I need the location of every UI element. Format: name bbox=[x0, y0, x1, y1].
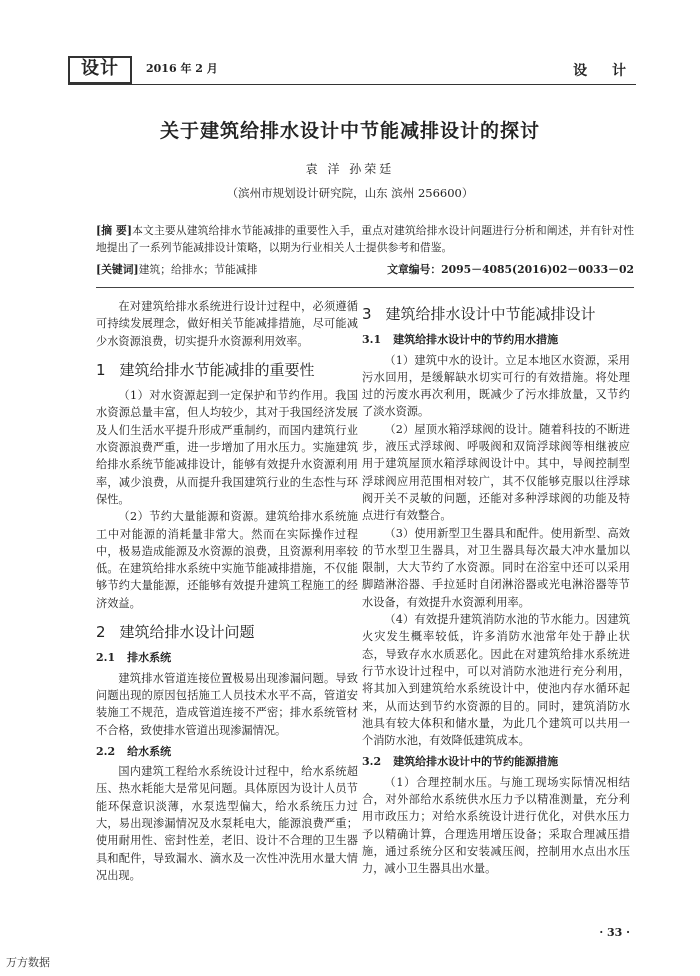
authors: 袁 洋 孙荣廷 bbox=[305, 162, 395, 176]
section-category: 设 计 bbox=[573, 63, 636, 79]
section-3-heading: 3 建筑给排水设计中节能减排设计 bbox=[362, 305, 596, 323]
paper-title: 关于建筑给排水设计中节能减排设计的探讨 bbox=[159, 120, 540, 142]
paragraph: （2）节约大量能源和资源。建筑给排水系统施工中对能源的消耗量非常大。然而在实际操作过程中，极易造成能源及水资源的浪费，且资源利用率较低。在建筑给排水系统中实施节能减排措施，不仅能够节约大量能源，还能够有效提升建筑工程施工的经济效益。 bbox=[96, 510, 358, 610]
header-rule bbox=[68, 84, 636, 85]
affiliation: （滨州市规划设计研究院，山东 滨州 256600） bbox=[226, 186, 474, 200]
source-watermark: 万方数据 bbox=[6, 956, 50, 969]
section-2-2-heading: 2.2 给水系统 bbox=[96, 744, 172, 758]
intro-paragraph: 在对建筑给排水系统进行设计过程中，必须遵循可持续发展理念，做好相关节能减排措施，尽可能减少水资源浪费，切实提升水资源利用效率。 bbox=[96, 300, 358, 348]
paragraph: （1）对水资源起到一定保护和节约作用。我国水资源总量丰富，但人均较少，其对于我国经济发展及人们生活水平提升形成严重制约，而国内建筑行业水资源浪费严重，进一步增加了用水压力。实施建筑给排水系统节能减排设计，能够有效提升水资源利用率，减少浪费，从而提升我国建筑行业的生态性与环保性。 bbox=[96, 389, 358, 506]
paragraph: （1）建筑中水的设计。立足本地区水资源，采用污水回用，是缓解缺水切实可行的有效措施。将处理过的污废水再次利用，既减少了污水排放量，又节约了淡水资源。 bbox=[362, 353, 630, 419]
keywords-label: [关键词] bbox=[96, 263, 139, 276]
section-2-1-heading: 2.1 排水系统 bbox=[96, 651, 172, 665]
left-column bbox=[96, 298, 358, 884]
abstract-divider bbox=[96, 287, 634, 288]
paragraph: （3）使用新型卫生器具和配件。使用新型、高效的节水型卫生器具，对卫生器具每次最大冲水量加以限制，大大节约了水资源。同时在浴室中还可以采用脚踏淋浴器、手拉延时自闭淋浴器或光电淋浴器等节水设备，有效提升水资源利用率。 bbox=[362, 526, 630, 609]
section-3-2-heading: 3.2 建筑给排水设计中的节约能源措施 bbox=[362, 755, 559, 769]
abstract bbox=[96, 222, 634, 256]
page-header bbox=[68, 58, 636, 86]
article-number: 文章编号：2095－4085(2016)02－0033－02 bbox=[387, 263, 634, 276]
journal-logo: 设计 bbox=[68, 56, 132, 84]
section-2-heading: 2 建筑给排水设计问题 bbox=[96, 623, 255, 642]
right-column bbox=[362, 298, 630, 878]
abstract-text: 本文主要从建筑给排水节能减排的重要性入手，重点对建筑给排水设计问题进行分析和阐述，并有针对性地提出了一系列节能减排设计策略，以期为行业相关人士提供参考和借鉴。 bbox=[96, 224, 634, 254]
section-1-heading: 1 建筑给排水节能减排的重要性 bbox=[96, 360, 315, 379]
paragraph: 建筑排水管道连接位置极易出现渗漏问题。导致问题出现的原因包括施工人员技术水平不高，管道安装施工不规范，造成管道连接不严密；排水系统管材不合格，致使排水管道出现渗漏情况。 bbox=[96, 671, 358, 737]
paragraph: （4）有效提升建筑消防水池的节水能力。因建筑火灾发生概率较低，许多消防水池常年处于静止状态，导致存水水质恶化。因此在对建筑给排水系统进行节水设计过程中，可以对消防水池进行充分利用，将其加入到建筑给水系统设计中，使池内存水循环起来，从而达到节约水资源的目的。同时，建筑消防水池具有较大体积和储水量，为此几个建筑可以共用一个消防水池，有效降低建筑成本。 bbox=[362, 613, 630, 748]
section-3-1-heading: 3.1 建筑给排水设计中的节约用水措施 bbox=[362, 333, 559, 347]
page-number: · 33 · bbox=[599, 926, 630, 939]
keywords-line bbox=[96, 262, 634, 278]
paragraph: 国内建筑工程给水系统设计过程中，给水系统超压、热水耗能大是常见问题。具体原因为设计人员节能环保意识淡薄，水泵选型偏大，给水系统压力过大，易出现渗漏情况及水泵耗电大，能源浪费严重；使用耐用性、密封性差，老旧、设计不合理的卫生器具和配件，导致漏水、滴水及一次性冲洗用水量大情况出现。 bbox=[96, 765, 358, 882]
paragraph: （1）合理控制水压。与施工现场实际情况相结合，对外部给水系统供水压力予以精准测量，充分利用市政压力；对给水系统设计进行优化，对供水压力予以精确计算，合理选用增压设备；采取合理减压措施，通过系统分区和安装减压阀，控制用水点出水压力，减小卫生器具出水量。 bbox=[362, 775, 630, 876]
paragraph: （2）屋顶水箱浮球阀的设计。随着科技的不断进步，液压式浮球阀、呼吸阀和双筒浮球阀等相继被应用于建筑屋顶水箱浮球阀设计中。其中，导阀控制型浮球阀应用范围相对较广，其不仅能够克服以往浮球阀开关不灵敏的问题，还能对多种浮球阀的功能及特点进行有效整合。 bbox=[362, 422, 630, 523]
issue-date: 2016 年 2 月 bbox=[146, 62, 218, 75]
keywords-text: 建筑；给排水；节能减排 bbox=[138, 263, 258, 276]
abstract-label: [摘 要] bbox=[96, 224, 133, 237]
